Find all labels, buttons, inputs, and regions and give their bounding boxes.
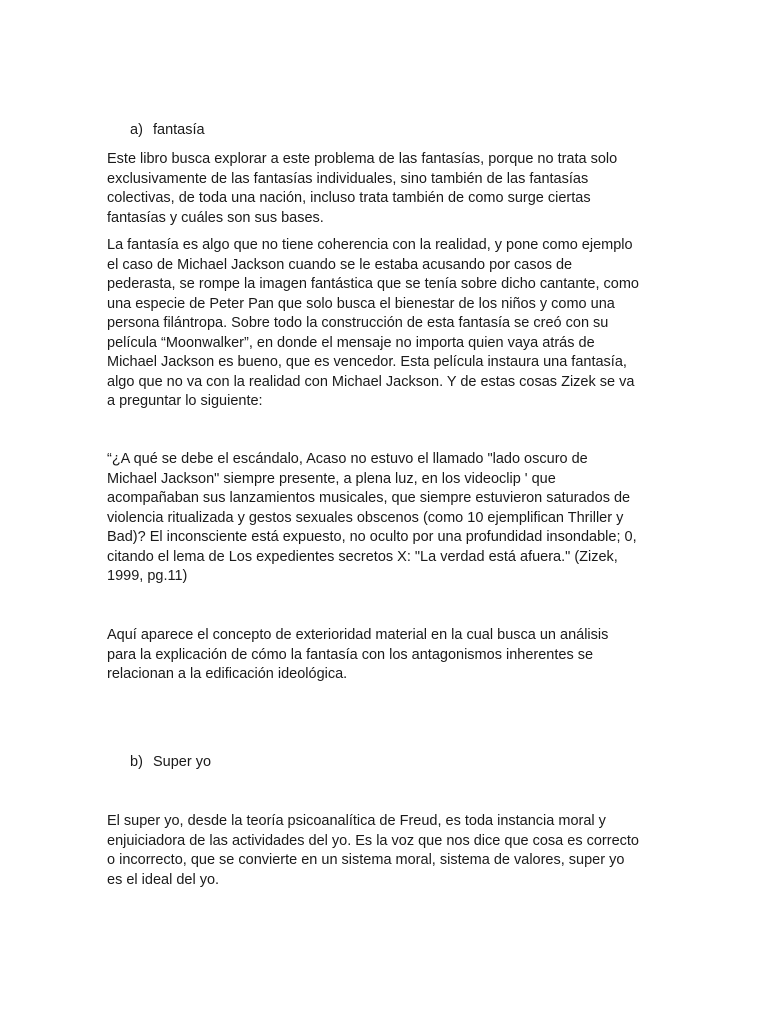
text-line: El super yo, desde la teoría psicoanalítica de Freud, es toda instancia moral y bbox=[107, 813, 606, 829]
text-line: película “Moonwalker”, en donde el mensaje no importa quien vaya atrás de bbox=[107, 334, 595, 351]
text-line: algo que no va con la realidad con Michael Jackson. Y de estas cosas Zizek se va bbox=[107, 373, 635, 390]
text-line: Michael Jackson es bueno, que es vencedor. Esta película instaura una fantasía, bbox=[107, 354, 627, 370]
text-line: para la explicación de cómo la fantasía con los antagonismos inherentes se bbox=[107, 646, 594, 663]
text-line: es el ideal del yo. bbox=[107, 871, 220, 888]
text-line: o incorrecto, que se convierte en un sistema moral, sistema de valores, super yo bbox=[107, 852, 625, 868]
text-line: pederasta, se rompe la imagen fantástica que se tenía sobre dicho cantante, como bbox=[107, 276, 639, 292]
text-line: citando el lema de Los expedientes secretos X: "La verdad está afuera." (Zizek, bbox=[107, 548, 618, 565]
list-marker: b) bbox=[130, 754, 143, 770]
paragraph-exterioridad bbox=[107, 626, 667, 685]
text-line: colectivas, de toda una nación, incluso trata también de como surge ciertas bbox=[107, 190, 591, 206]
text-line: Michael Jackson" siempre presente, a plena luz, en los videoclip ' que bbox=[107, 470, 556, 487]
text-line: violencia ritualizada y gestos sexuales obscenos (como 10 ejemplifican Thriller y bbox=[107, 509, 624, 526]
section-heading-fantasia bbox=[130, 121, 205, 141]
section-title: Super yo bbox=[153, 754, 212, 770]
text-line: Este libro busca explorar a este problema de las fantasías, porque no trata solo bbox=[107, 151, 618, 167]
text-line: “¿A qué se debe el escándalo, Acaso no estuvo el llamado "lado oscuro de bbox=[107, 451, 588, 467]
paragraph-quote bbox=[107, 450, 667, 587]
paragraph-michael-jackson bbox=[107, 236, 667, 412]
text-line: una especie de Peter Pan que solo busca el bienestar de los niños y como una bbox=[107, 295, 615, 312]
paragraph-super-yo bbox=[107, 812, 667, 890]
section-heading-super-yo bbox=[130, 753, 211, 773]
list-marker: a) bbox=[130, 122, 143, 138]
text-line: el caso de Michael Jackson cuando se le estaba acusando por casos de bbox=[107, 256, 573, 273]
text-line: enjuiciadora de las actividades del yo. Es la voz que nos dice que cosa es correcto bbox=[107, 832, 639, 849]
section-title: fantasía bbox=[153, 122, 205, 138]
text-line: acompañaban sus lanzamientos musicales, que siempre estuvieron saturados de bbox=[107, 490, 631, 506]
text-line: persona filántropa. Sobre todo la construcción de esta fantasía se creó con su bbox=[107, 315, 609, 331]
text-line: 1999, pg.11) bbox=[107, 568, 188, 584]
text-line: Aquí aparece el concepto de exterioridad material en la cual busca un análisis bbox=[107, 627, 609, 643]
text-line: a preguntar lo siguiente: bbox=[107, 393, 263, 409]
text-line: fantasías y cuáles son sus bases. bbox=[107, 209, 324, 226]
text-line: Bad)? El inconsciente está expuesto, no oculto por una profundidad insondable; 0, bbox=[107, 529, 637, 545]
text-line: La fantasía es algo que no tiene coherencia con la realidad, y pone como ejemplo bbox=[107, 237, 633, 253]
paragraph-intro bbox=[107, 150, 667, 228]
text-line: exclusivamente de las fantasías individuales, sino también de las fantasías bbox=[107, 170, 589, 187]
text-line: relacionan a la edificación ideológica. bbox=[107, 666, 348, 682]
